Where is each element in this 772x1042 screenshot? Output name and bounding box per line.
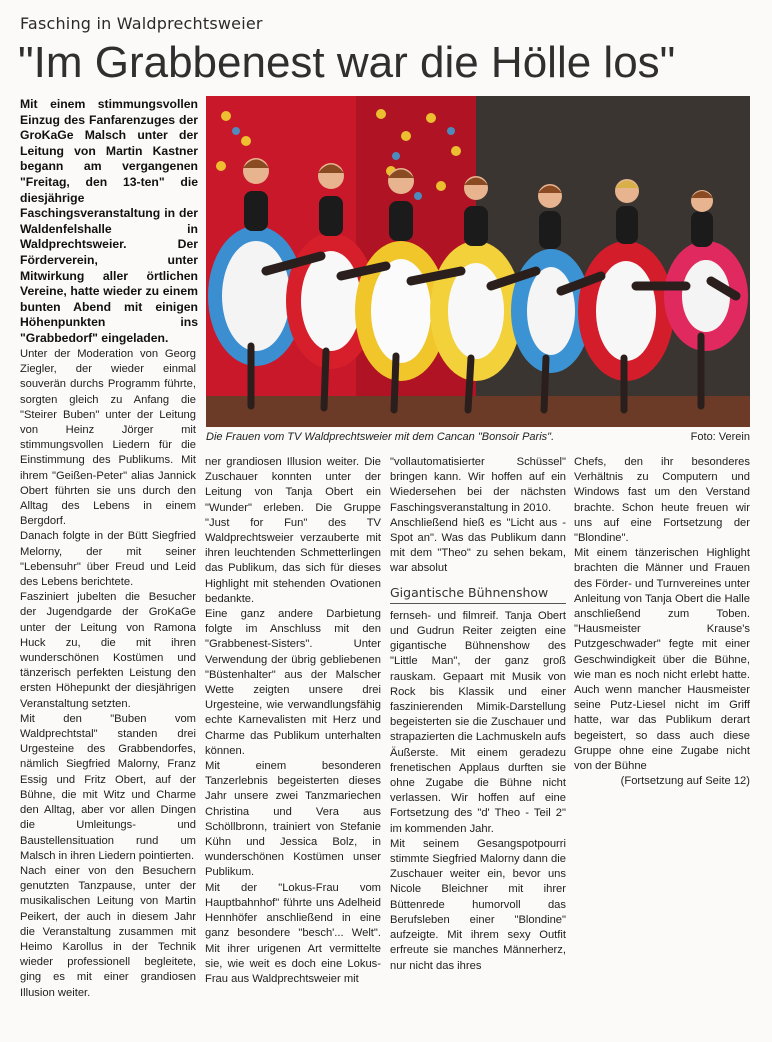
column-4 <box>574 455 750 789</box>
photo-caption: Die Frauen vom TV Waldprechtsweier mit dem Cancan "Bonsoir Paris". <box>206 431 555 443</box>
paragraph: fernseh- und filmreif. Tanja Obert und Gudrun Reiter zeigten eine gigantische Bühnenshow des "Little Man", der ganz groß rauskam. Gepaart mit Musik von Rock bis Klassik und einer faszinierenden Mimik-Darstellung begeisterten sie die Zuschauer und strapazierten die Lachmuskeln aufs Äußerste. Mit einem geradezu frenetischen Applaus durften sie ohne Zugabe die Bühne nicht verlassen. Wir hoffen auf eine Fortsetzung des "d' Theo - Teil 2" im kommenden Jahr. <box>390 609 566 835</box>
paragraph: Unter der Moderation von Georg Ziegler, der wieder einmal souverän durchs Programm führte, sorgten gleich zu Anfang die "Steirer Buben" unter der Leitung von Heinz Jörger mit stimmungsvollen Liedern für die Einstimmung des Publikums. Mit ihrem "Geißen-Peter" alias Jannick Obert führten sie uns durch den Alltag des Lebens in einem Bergdorf. <box>20 348 196 528</box>
cancan-photo <box>206 96 750 427</box>
article-headline: "Im Grabbenest war die Hölle los" <box>18 38 676 87</box>
paragraph: Anschließend hieß es "Licht aus - Spot an". Was das Publikum dann mit dem "Theo" zu sehen bekam, war absolut <box>390 516 566 575</box>
paragraph: Danach folgte in der Bütt Siegfried Melorny, der mit seiner "Lebensuhr" über Freud und Leid des Lebens berichtete. <box>20 530 196 589</box>
article-lead: Mit einem stimmungsvollen Einzug des Fanfarenzuges der GroKaGe Malsch unter der Leitung von Martin Kastner begann am vergangenen "Freitag, den 13-ten" die diesjährige Faschingsveranstaltung in der Waldenfelshalle in Waldprechtsweier. Der Förderverein, unter Mitwirkung aller örtlichen Vereine, hatte wieder zu einem bunten Abend mit einigen Höhenpunkten ins "Grabbedorf" eingeladen. <box>20 97 198 345</box>
paragraph: Nach einer von den Besuchern genutzten Tanzpause, unter der musikalischen Leitung von Martin Peikert, der auch in diesem Jahr die Veranstaltung zusammen mit Heimo Karollus in der Technik wieder professionell begleitete, ging es mit einer grandiosen Illusion weiter. <box>20 864 196 999</box>
column-3 <box>390 455 566 974</box>
continued-note: (Fortsetzung auf Seite 12) <box>620 775 750 788</box>
paragraph: ner grandiosen Illusion weiter. Die Zuschauer konnten unter der Leitung von Tanja Obert ein "Wunder" erleben. Die Gruppe "Just for Fun" des TV Waldprechtsweier verzauberte mit ihren leuchtenden Schmetterlingen das Publikum, das sich für dieses Highlight mit stehenden Ovationen bedankte. <box>205 456 381 605</box>
section-subheading: Gigantische Bühnenshow <box>390 580 566 604</box>
paragraph: "vollautomatisierter Schüssel" bringen kann. Wir hoffen auf ein Wiedersehen bei der nächsten Faschingsveranstaltung in 2010. <box>390 456 566 514</box>
paragraph: Mit seinem Gesangspotpourri stimmte Siegfried Malorny dann die Zuschauer weiter ein, bevor uns Nicole Bleichner mit ihrer Büttenrede humorvoll das Berufsleben einer "Blondine" aufzeigte. Mit ihrem sexy Outfit erfreute sie manches Männerherz, nur nicht das ihres <box>390 837 566 972</box>
paragraph: Mit einem tänzerischen Highlight brachten die Männer und Frauen des Förder- und Turnvereines unter Anleitung von Tanja Obert die Halle anschließend zum Toben. "Hausmeister Krause's Putzgeschwader" fegte mit einer Geschwindigkeit über die Bühne, wie man es noch nicht erlebt hatte. Auch wenn mancher Hausmeister seine Putz-Liesel nicht im Griff hatte, war das Publikum derart begeistert, so dass auch diese Gruppe ohne eine Zugabe nicht von der Bühne <box>574 547 750 773</box>
column-2 <box>205 455 381 987</box>
photo-credit: Foto: Verein <box>690 431 750 443</box>
article-kicker: Fasching in Waldprechtsweier <box>20 14 263 33</box>
cancan-dancers-illustration <box>206 96 750 427</box>
paragraph: Chefs, den ihr besonderes Verhältnis zu Computern und Windows fast um den Verstand brachte. Schon heute freuen wir uns auf eine Fortsetzung der "Blondine". <box>574 456 750 545</box>
paragraph: Eine ganz andere Darbietung folgte im Anschluss mit den "Grabbenest-Sisters". Unter Verwendung der übrig gebliebenen "Büstenhalter" aus der Malscher Wette zeigten unsere drei Urgesteine, wie verwandlungsfähig echte Karnevalisten mit Herz und Charme das Publikum unterhalten können. <box>205 608 381 757</box>
paragraph: Mit einem besonderen Tanzerlebnis begeisterten dieses Jahr unsere zwei Tanzmariechen Christina und Vera aus Schöllbronn, trainiert von Stefanie Kühn und Jessica Bolz, in wunderschönen Kostümen unser Publikum. <box>205 760 381 879</box>
column-1 <box>20 347 196 1001</box>
paragraph: Fasziniert jubelten die Besucher der Jugendgarde der GroKaGe unter der Leitung von Ramona Huck zu, die mit ihren wunderschönen Kostümen und tänzerisch perfekten Leistung den ersten Höhepunkt der diesjährigen Veranstaltung setzten. <box>20 591 196 710</box>
paragraph: Mit den "Buben vom Waldprechtstal" standen drei Urgesteine des Grabbendorfes, nämlich Siegfried Malorny, Franz Essig und Fritz Obert, auf der Bühne, die mit Witz und Charme den Alltag, aber vor allen Dingen die Umleitungs- und Baustellensituation rund um Malsch in ihren Liedern pointierten. <box>20 712 196 862</box>
paragraph: Mit der "Lokus-Frau vom Hauptbahnhof" führte uns Adelheid Hennhöfer anschließend in eine ganz besondere "besch'... Welt". Mit ihrer urigenen Art vermittelte sie, wie weit es doch eine Lokus-Frau aus Waldprechtsweier mit <box>205 881 381 985</box>
